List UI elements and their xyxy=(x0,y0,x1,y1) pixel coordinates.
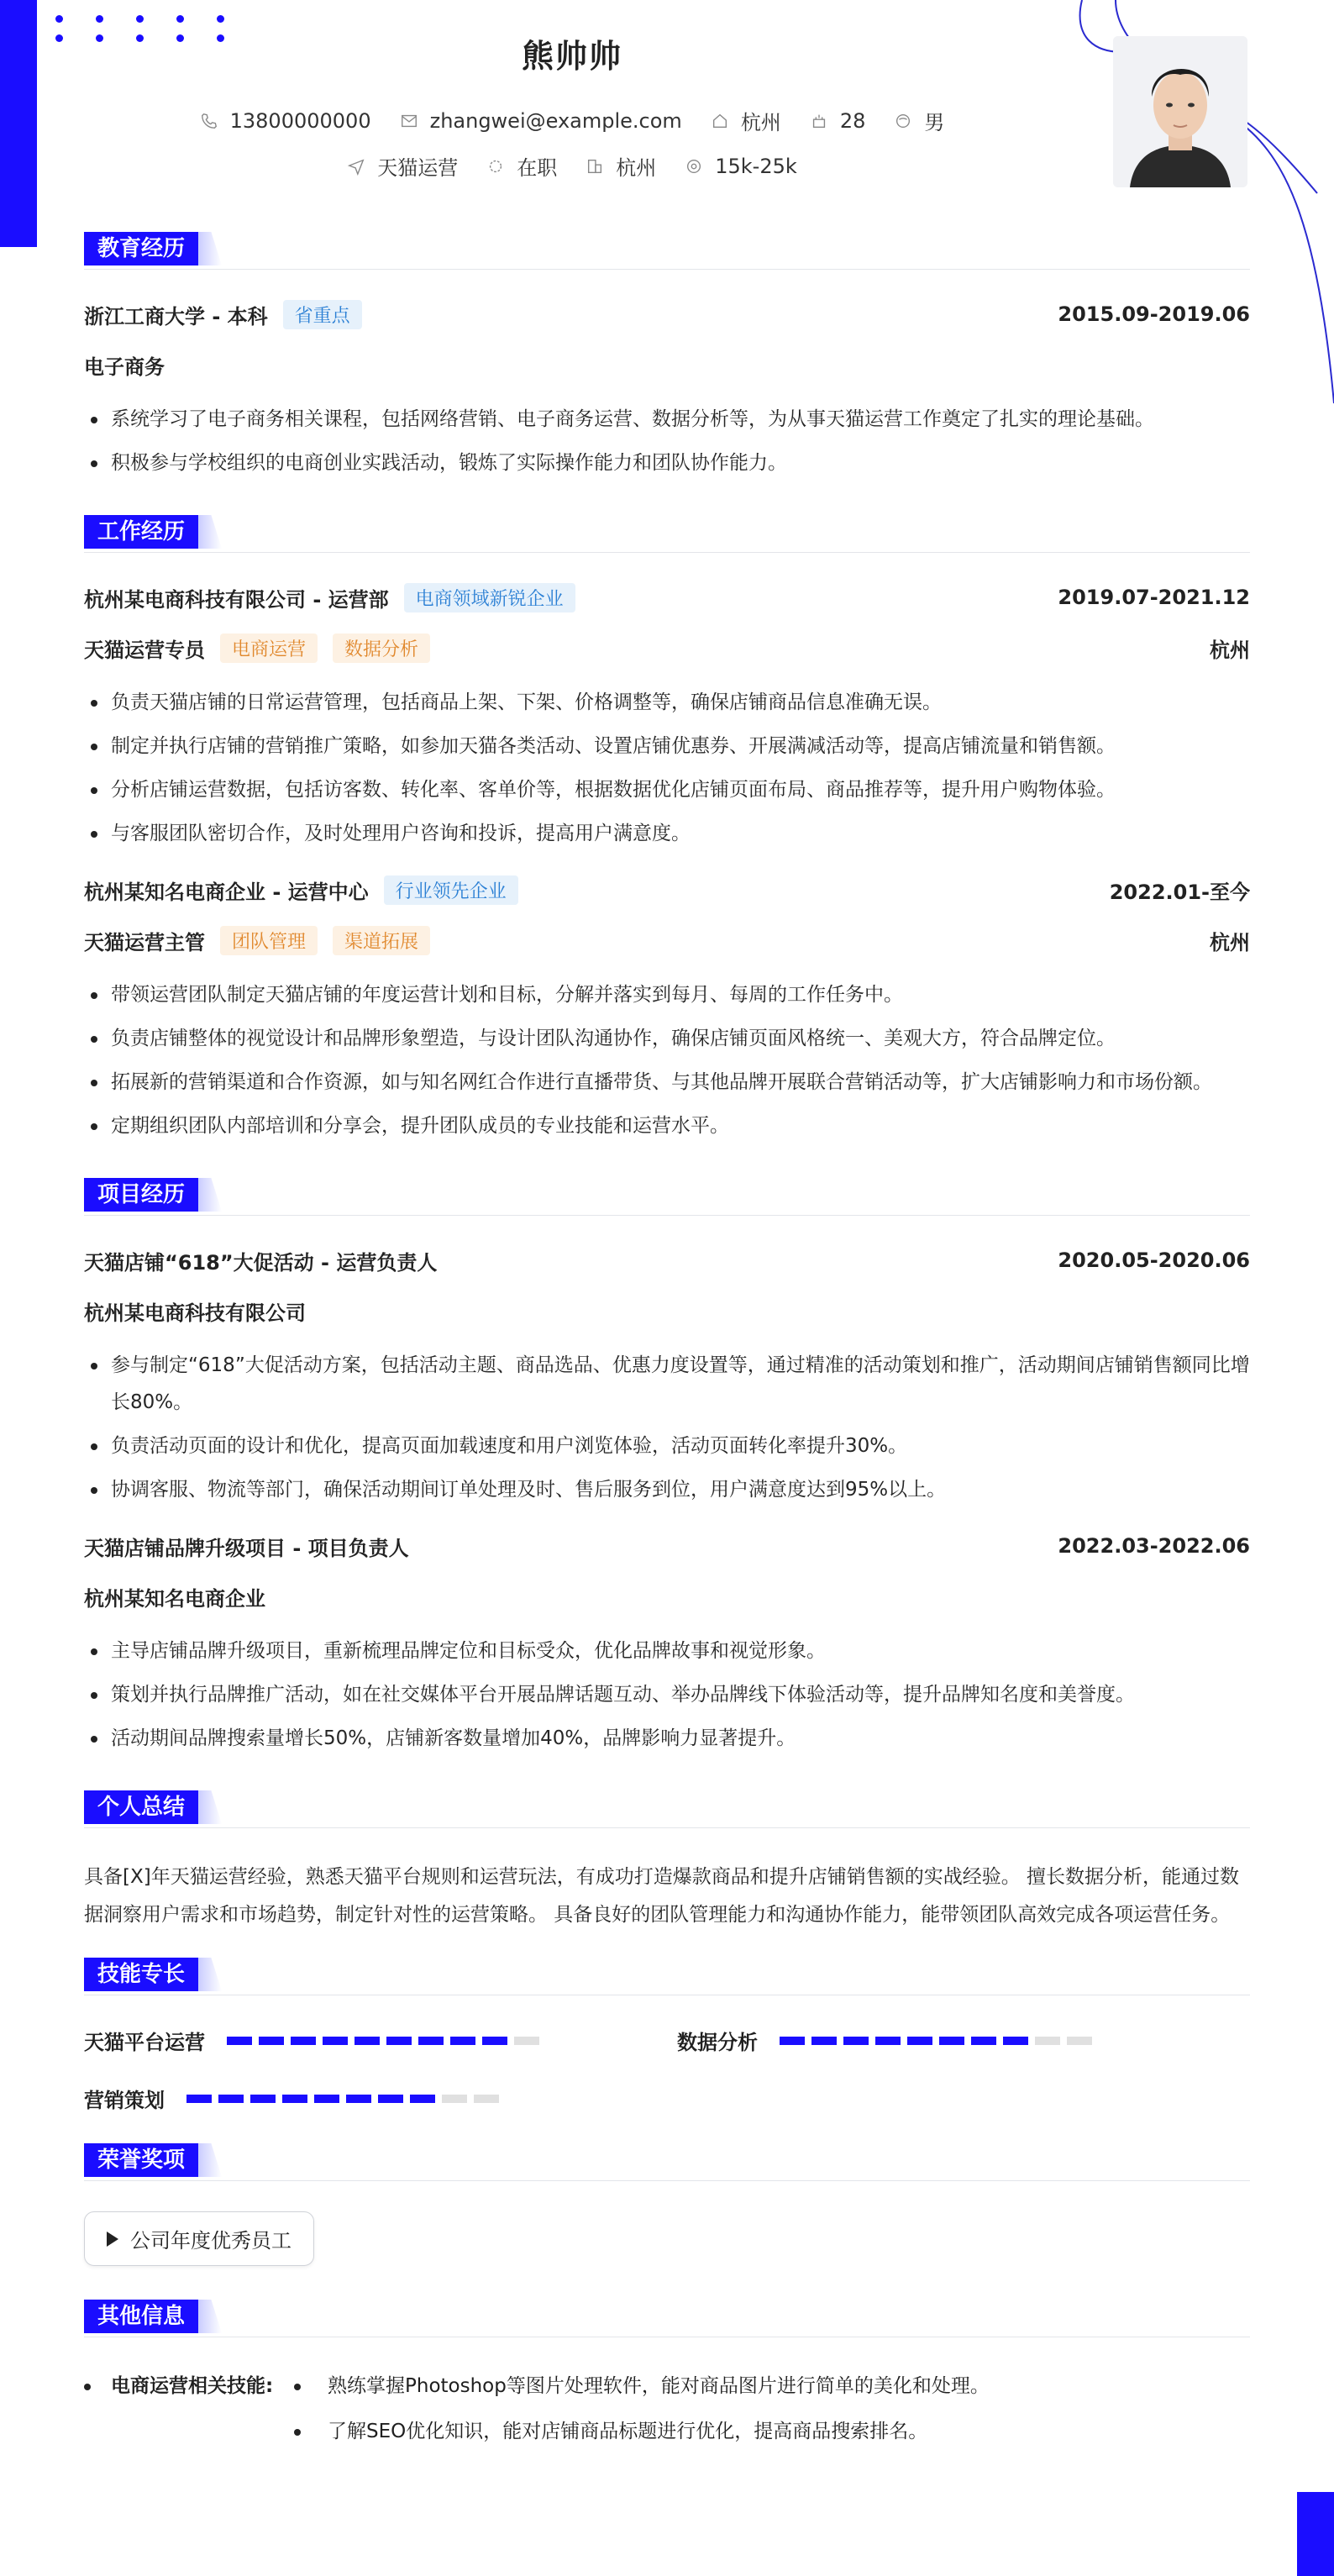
projects-section xyxy=(84,1178,1250,1757)
role-tag: 电商运营 xyxy=(220,633,318,663)
role-name: 天猫运营主管 xyxy=(84,930,205,954)
job-info-row xyxy=(0,151,1144,181)
salary-text: 15k-25k xyxy=(715,154,797,178)
profile-photo xyxy=(1113,36,1247,187)
role-tag: 渠道拓展 xyxy=(333,926,430,955)
skill-item xyxy=(84,2084,677,2113)
list-item: 定期组织团队内部培训和分享会，提升团队成员的专业技能和运营水平。 xyxy=(84,1107,1250,1144)
info-status xyxy=(486,151,557,181)
building-icon xyxy=(586,157,604,176)
skill-segment xyxy=(355,2037,380,2045)
skill-level-bar xyxy=(186,2095,499,2103)
work-city-text: 杭州 xyxy=(616,156,657,180)
gender-text: 男 xyxy=(924,111,945,134)
education-section xyxy=(84,232,1250,481)
salary-icon xyxy=(685,157,703,176)
project-row xyxy=(84,1246,1250,1275)
resume-body xyxy=(84,232,1250,2458)
date-range: 2022.03-2022.06 xyxy=(1058,1534,1250,1558)
info-phone xyxy=(200,106,371,135)
award-item[interactable] xyxy=(84,2211,314,2266)
list-item: 与客服团队密切合作，及时处理用户咨询和投诉，提高用户满意度。 xyxy=(84,815,1250,852)
date-range: 2019.07-2021.12 xyxy=(1058,586,1250,609)
company-tag: 电商领域新锐企业 xyxy=(404,583,575,612)
section-header xyxy=(84,2143,1250,2181)
project-org: 杭州某电商科技有限公司 xyxy=(84,1301,306,1325)
education-row xyxy=(84,300,1250,329)
skill-segment xyxy=(474,2095,499,2103)
list-item: 策划并执行品牌推广活动，如在社交媒体平台开展品牌话题互动、举办品牌线下体验活动等，提升品牌知名度和美誉度。 xyxy=(84,1676,1250,1713)
company-name: 杭州某电商科技有限公司 - 运营部 xyxy=(84,587,389,612)
job-company-row xyxy=(84,583,1250,612)
skill-segment xyxy=(386,2037,412,2045)
skill-item xyxy=(677,2026,1250,2055)
contact-info-row xyxy=(0,106,1144,135)
section-title: 技能专长 xyxy=(84,1958,198,1991)
list-item: 负责活动页面的设计和优化，提高页面加载速度和用户浏览体验，活动页面转化率提升30%。 xyxy=(84,1427,1250,1464)
skills-grid xyxy=(84,2026,1250,2113)
skill-segment xyxy=(843,2037,869,2045)
skill-name: 营销策划 xyxy=(84,2089,165,2112)
info-target-job xyxy=(347,151,458,181)
skill-segment xyxy=(1067,2037,1092,2045)
gender-icon xyxy=(894,112,912,130)
skill-segment xyxy=(259,2037,284,2045)
skill-segment xyxy=(250,2095,276,2103)
company-tag: 行业领先企业 xyxy=(384,875,518,905)
project-name: 天猫店铺“618”大促活动 - 运营负责人 xyxy=(84,1250,438,1275)
date-range: 2015.09-2019.06 xyxy=(1058,302,1250,326)
skill-segment xyxy=(1035,2037,1060,2045)
info-work-city xyxy=(586,151,656,181)
avatar-portrait xyxy=(1113,36,1247,187)
phone-text: 13800000000 xyxy=(229,108,371,133)
info-salary xyxy=(685,151,797,181)
list-item: 系统学习了电子商务相关课程，包括网络营销、电子商务运营、数据分析等，为从事天猫运营工作奠定了扎实的理论基础。 xyxy=(84,401,1250,438)
section-header xyxy=(84,2300,1250,2337)
job-company-row xyxy=(84,875,1250,904)
info-gender xyxy=(894,106,944,135)
major: 电子商务 xyxy=(84,355,165,379)
section-header xyxy=(84,1790,1250,1828)
skill-segment xyxy=(378,2095,403,2103)
skill-segment xyxy=(323,2037,348,2045)
job-city: 杭州 xyxy=(1210,638,1250,662)
skill-name: 天猫平台运营 xyxy=(84,2031,205,2054)
skill-segment xyxy=(410,2095,435,2103)
skill-segment xyxy=(780,2037,805,2045)
mail-icon xyxy=(400,112,418,130)
job-role-row xyxy=(84,926,1250,954)
list-item: 活动期间品牌搜索量增长50%，店铺新客数量增加40%，品牌影响力显著提升。 xyxy=(84,1720,1250,1757)
skill-segment xyxy=(282,2095,307,2103)
list-item: 积极参与学校组织的电商创业实践活动，锻炼了实际操作能力和团队协作能力。 xyxy=(84,444,1250,481)
list-item: 负责天猫店铺的日常运营管理，包括商品上架、下架、价格调整等，确保店铺商品信息准确无误。 xyxy=(84,684,1250,721)
skill-segment xyxy=(1003,2037,1028,2045)
section-header xyxy=(84,232,1250,270)
project-org: 杭州某知名电商企业 xyxy=(84,1586,265,1611)
skill-segment xyxy=(907,2037,932,2045)
info-city xyxy=(711,106,781,135)
skill-segment xyxy=(450,2037,475,2045)
company-name: 杭州某知名电商企业 - 运营中心 xyxy=(84,880,369,904)
section-title: 项目经历 xyxy=(84,1178,198,1212)
date-range: 2022.01-至今 xyxy=(1109,880,1250,904)
skill-segment xyxy=(346,2095,371,2103)
status-text: 在职 xyxy=(517,156,558,180)
role-tag: 团队管理 xyxy=(220,926,318,955)
age-text: 28 xyxy=(839,108,866,133)
other-label: 电商运营相关技能: xyxy=(84,2368,294,2458)
section-header xyxy=(84,1958,1250,1995)
honors-section xyxy=(84,2143,1250,2300)
skill-level-bar xyxy=(780,2037,1092,2045)
school-name: 浙江工商大学 - 本科 xyxy=(84,304,268,329)
target-job-text: 天猫运营 xyxy=(377,156,459,180)
other-info xyxy=(84,2368,1250,2458)
award-label: 公司年度优秀员工 xyxy=(130,2229,291,2253)
list-item: 主导店铺品牌升级项目，重新梳理品牌定位和目标受众，优化品牌故事和视觉形象。 xyxy=(84,1632,1250,1669)
phone-icon xyxy=(200,112,218,130)
section-header xyxy=(84,1178,1250,1216)
status-icon xyxy=(486,157,505,176)
skill-segment xyxy=(418,2037,444,2045)
list-item: 参与制定“618”大促活动方案，包括活动主题、商品选品、优惠力度设置等，通过精准的活动策划和推广，活动期间店铺销售额同比增长80%。 xyxy=(84,1347,1250,1421)
section-title: 工作经历 xyxy=(84,515,198,549)
skill-segment xyxy=(514,2037,539,2045)
section-title: 个人总结 xyxy=(84,1790,198,1824)
skill-segment xyxy=(314,2095,339,2103)
bottom-right-accent-bar xyxy=(1297,2492,1334,2576)
list-item: 拓展新的营销渠道和合作资源，如与知名网红合作进行直播带货、与其他品牌开展联合营销活动等，扩大店铺影响力和市场份额。 xyxy=(84,1064,1250,1101)
job-city: 杭州 xyxy=(1210,930,1250,954)
list-item: 熟练掌握Photoshop等图片处理软件，能对商品图片进行简单的美化和处理。 xyxy=(294,2368,990,2405)
summary-text: 具备[X]年天猫运营经验，熟悉天猫平台规则和运营玩法，有成功打造爆款商品和提升店铺销售额的实战经验。 擅长数据分析，能通过数据洞察用户需求和市场趋势，制定针对性的运营策略。 具备良好的团队管理能力和沟通协作能力，能带领团队高效完成各项运营任务。 xyxy=(84,1866,1240,1926)
candidate-name: 熊帅帅 xyxy=(521,38,622,75)
work-section xyxy=(84,515,1250,1144)
role-tag: 数据分析 xyxy=(333,633,430,663)
city-text: 杭州 xyxy=(740,111,781,134)
skill-segment xyxy=(939,2037,964,2045)
section-title: 教育经历 xyxy=(84,232,198,265)
resume-header xyxy=(0,0,1334,218)
skills-section xyxy=(84,1958,1250,2113)
skill-segment xyxy=(227,2037,252,2045)
role-name: 天猫运营专员 xyxy=(84,638,205,662)
project-name: 天猫店铺品牌升级项目 - 项目负责人 xyxy=(84,1536,409,1560)
list-item: 带领运营团队制定天猫店铺的年度运营计划和目标，分解并落实到每月、每周的工作任务中。 xyxy=(84,976,1250,1013)
skill-segment xyxy=(291,2037,316,2045)
project-org-row xyxy=(84,1296,1250,1325)
job-role-row xyxy=(84,633,1250,662)
skill-segment xyxy=(875,2037,901,2045)
skill-segment xyxy=(186,2095,212,2103)
major-row xyxy=(84,350,1250,379)
send-icon xyxy=(347,157,365,176)
list-item: 负责店铺整体的视觉设计和品牌形象塑造，与设计团队沟通协作，确保店铺页面风格统一、美观大方，符合品牌定位。 xyxy=(84,1020,1250,1057)
age-icon xyxy=(810,112,828,130)
list-item: 了解SEO优化知识，能对店铺商品标题进行优化，提高商品搜索排名。 xyxy=(294,2413,990,2450)
skill-segment xyxy=(482,2037,507,2045)
skill-item xyxy=(84,2026,677,2055)
info-email xyxy=(400,106,682,135)
info-age xyxy=(810,106,866,135)
section-header xyxy=(84,515,1250,553)
skill-segment xyxy=(971,2037,996,2045)
section-title: 其他信息 xyxy=(84,2300,198,2333)
date-range: 2020.05-2020.06 xyxy=(1058,1249,1250,1272)
skill-segment xyxy=(218,2095,244,2103)
list-item: 分析店铺运营数据，包括访客数、转化率、客单价等，根据数据优化店铺页面布局、商品推荐等，提升用户购物体验。 xyxy=(84,771,1250,808)
skill-name: 数据分析 xyxy=(677,2031,758,2054)
skill-level-bar xyxy=(227,2037,539,2045)
list-item: 协调客服、物流等部门，确保活动期间订单处理及时、售后服务到位，用户满意度达到95%以上。 xyxy=(84,1471,1250,1508)
project-org-row xyxy=(84,1582,1250,1611)
email-text: zhangwei@example.com xyxy=(429,108,682,133)
summary-section xyxy=(84,1790,1250,1934)
play-triangle-icon xyxy=(107,2232,118,2247)
other-section xyxy=(84,2300,1250,2458)
home-icon xyxy=(711,112,729,130)
list-item: 制定并执行店铺的营销推广策略，如参加天猫各类活动、设置店铺优惠券、开展满减活动等，提高店铺流量和销售额。 xyxy=(84,728,1250,765)
project-row xyxy=(84,1532,1250,1560)
skill-segment xyxy=(442,2095,467,2103)
section-title: 荣誉奖项 xyxy=(84,2143,198,2177)
skill-segment xyxy=(811,2037,837,2045)
school-tag: 省重点 xyxy=(283,300,362,329)
